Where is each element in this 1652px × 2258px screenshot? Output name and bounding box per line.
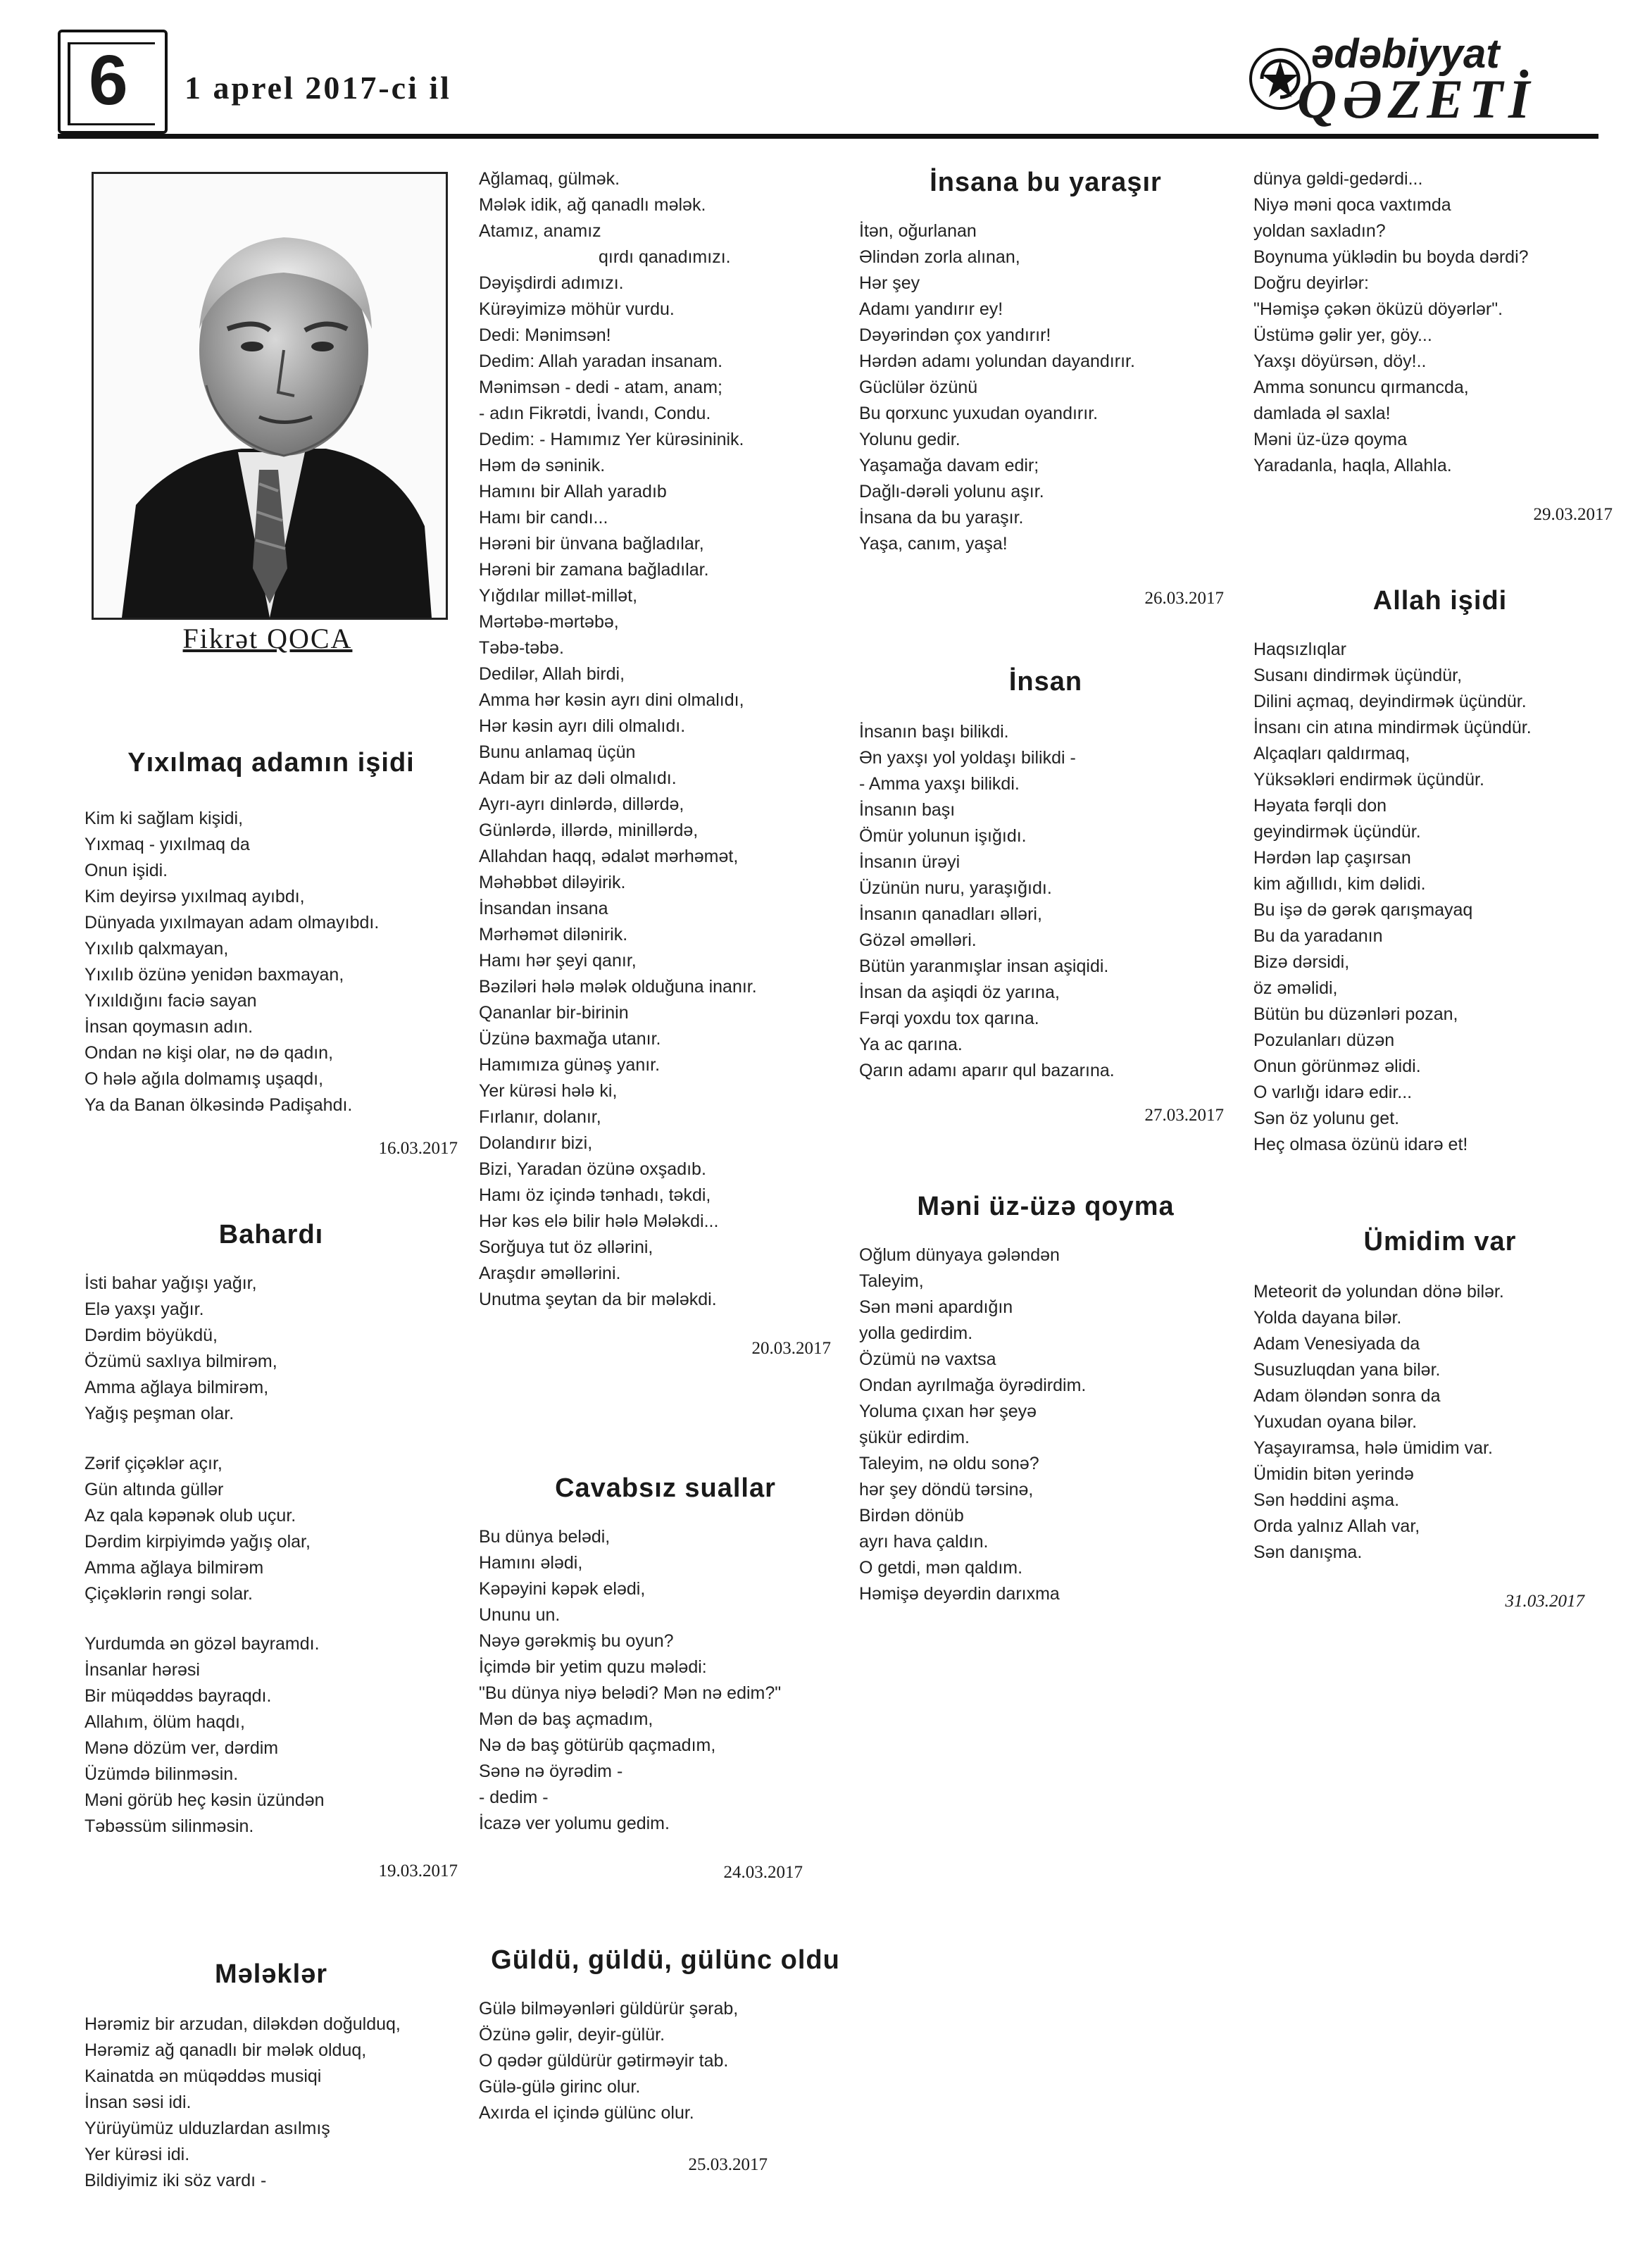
poem-line: Adam Venesiyada da xyxy=(1253,1334,1420,1354)
poem-line: Hər şey xyxy=(859,273,920,293)
poem-line: İcazə ver yolumu gedim. xyxy=(479,1814,670,1833)
poem-line: Susanı dindirmək üçündür, xyxy=(1253,666,1463,685)
poem-line: O qədər güldürür gətirməyir tab. xyxy=(479,2051,729,2071)
poem-line: Dedi: Mənimsən! xyxy=(479,325,611,345)
poem-stanza xyxy=(85,1451,458,1607)
poem-line: Mənimsən - dedi - atam, anam; xyxy=(479,378,722,397)
poem-line: Sən həddini aşma. xyxy=(1253,1490,1400,1510)
poem-line: Onun görünməz əlidi. xyxy=(1253,1056,1421,1076)
poem-line: Pozulanları düzən xyxy=(1253,1030,1395,1050)
poem-lines xyxy=(479,1996,852,2126)
poem-line: İçimdə bir yetim quzu mələdi: xyxy=(479,1657,707,1677)
poem-line: Yer kürəsi hələ ki, xyxy=(479,1081,618,1101)
poem-line: Hər kəsin ayrı dili olmalıdı. xyxy=(479,716,686,736)
poem-line: Dedilər, Allah birdi, xyxy=(479,664,625,684)
poem-insan xyxy=(859,666,1232,1126)
poem-line: Fərqi yoxdu tox qarına. xyxy=(859,1009,1039,1028)
poem-line: Taleyim, nə oldu sonə? xyxy=(859,1454,1039,1473)
poem-line: Araşdır əməllərini. xyxy=(479,1264,621,1283)
poem-line: Yer kürəsi idi. xyxy=(85,2145,190,2164)
poem-line: Doğru deyirlər: xyxy=(1253,273,1369,293)
poem-line: Hərdən adamı yolundan dayandırır. xyxy=(859,351,1135,371)
poem-line: Ya ac qarına. xyxy=(859,1035,963,1054)
issue-date: 1 aprel 2017-ci il xyxy=(184,70,451,106)
poem-line: Boynuma yüklədin bu boyda dərdi? xyxy=(1253,247,1529,267)
poem-line: hər şey döndü tərsinə, xyxy=(859,1480,1034,1499)
poem-line: - dedim - xyxy=(479,1788,549,1807)
poem-title: Məni üz-üzə qoyma xyxy=(917,1192,1175,1221)
poem-bahardi xyxy=(85,1218,458,1882)
poem-title: Güldü, güldü, gülünc oldu xyxy=(491,1945,840,1975)
poem-line: Yolda dayana bilər. xyxy=(1253,1308,1402,1328)
poem-line: Kəpəyini kəpək elədi, xyxy=(479,1579,646,1599)
poem-line: Dərdim kirpiyimdə yağış olar, xyxy=(85,1532,311,1552)
poem-line: Adamı yandırır ey! xyxy=(859,299,1003,319)
poem-title: İnsan xyxy=(1008,667,1083,697)
poem-line: İsti bahar yağışı yağır, xyxy=(85,1273,257,1293)
poem-line: Hərəmiz ağ qanadlı bir mələk olduq, xyxy=(85,2040,367,2060)
poem-line: Bizə dərsidi, xyxy=(1253,952,1350,972)
poem-line: Ununu un. xyxy=(479,1605,561,1625)
poem-meni-uz-continued xyxy=(1253,166,1627,525)
poem-line: Dağlı-dərəli yolunu aşır. xyxy=(859,482,1044,501)
poem-line: "Bu dünya niyə belədi? Mən nə edim?" xyxy=(479,1683,782,1703)
poem-line: Susuzluqdan yana bilər. xyxy=(1253,1360,1441,1380)
poem-line: Yağış peşman olar. xyxy=(85,1404,234,1423)
poem-line: Yığdılar millət-millət, xyxy=(479,586,638,606)
poem-line: Sən məni apardığın xyxy=(859,1297,1013,1317)
poem-line: Kim ki sağlam kişidi, xyxy=(85,809,244,828)
poem-date: 31.03.2017 xyxy=(1505,1592,1584,1611)
poem-line: Üzümdə bilinməsin. xyxy=(85,1764,239,1784)
poem-stanza xyxy=(85,1631,458,1840)
poem-line: Kürəyimizə möhür vurdu. xyxy=(479,299,675,319)
poem-line: Yaşamağa davam edir; xyxy=(859,456,1039,475)
poem-line: İnsanın başı xyxy=(859,800,956,820)
poem-umidim xyxy=(1253,1225,1627,1612)
poem-line: Adam bir az dəli olmalıdı. xyxy=(479,768,677,788)
author-name: Fikrət QOCA xyxy=(182,623,353,654)
poem-line: Qarın adamı aparır qul bazarına. xyxy=(859,1061,1115,1080)
poem-title: Bahardı xyxy=(218,1220,324,1249)
poem-line: Mərtəbə-mərtəbə, xyxy=(479,612,619,632)
poem-line: Nəyə gərəkmiş bu oyun? xyxy=(479,1631,674,1651)
poem-line: Həmişə deyərdin darıxma xyxy=(859,1584,1060,1604)
poem-title: Ümidim var xyxy=(1363,1227,1517,1256)
poem-line: Meteorit də yolundan dönə bilər. xyxy=(1253,1282,1504,1302)
poem-date: 19.03.2017 xyxy=(378,1861,458,1880)
poem-line: Dərdim böyükdü, xyxy=(85,1326,218,1345)
poem-line: Oğlum dünyaya gələndən xyxy=(859,1245,1060,1265)
poem-line: Yüksəkləri endirmək üçündür. xyxy=(1253,770,1484,790)
poem-melekler-continued xyxy=(479,166,852,1359)
poem-line: Ya da Banan ölkəsində Padişahdı. xyxy=(85,1095,353,1115)
poem-line: Bu da yaradanın xyxy=(1253,926,1383,946)
poem-allah-isidi xyxy=(1253,585,1627,1158)
poem-line: Dünyada yıxılmayan adam olmayıbdı. xyxy=(85,913,380,932)
poem-line: Birdən dönüb xyxy=(859,1506,964,1526)
poem-line: Hamı öz içində tənhadı, təkdi, xyxy=(479,1185,711,1205)
poem-line: İnsana da bu yaraşır. xyxy=(859,508,1024,528)
poem-line: Bütün bu düzənləri pozan, xyxy=(1253,1004,1458,1024)
masthead-top: ədəbiyyat xyxy=(1311,31,1500,77)
poem-line: Dedim: - Hamımız Yer kürəsininik. xyxy=(479,430,744,449)
poem-line: Kainatda ən müqəddəs musiqi xyxy=(85,2066,322,2086)
poem-line: qırdı qanadımızı. xyxy=(599,247,731,267)
poem-title: Allah işidi xyxy=(1372,586,1508,616)
poem-line: Hamı bir candı... xyxy=(479,508,608,528)
poem-lines xyxy=(479,1524,852,1837)
poem-line: Kim deyirsə yıxılmaq ayıbdı, xyxy=(85,887,305,906)
poem-line: İnsandan insana xyxy=(479,899,608,918)
poem-line: Hərəmiz bir arzudan, diləkdən doğulduq, xyxy=(85,2014,401,2034)
poem-date: 25.03.2017 xyxy=(688,2155,768,2174)
poem-line: Alçaqları qaldırmaq, xyxy=(1253,744,1410,763)
poem-line: Yoluma çıxan hər şeyə xyxy=(859,1402,1037,1421)
poem-line: Hamımıza günəş yanır. xyxy=(479,1055,661,1075)
poem-line: Günlərdə, illərdə, minillərdə, xyxy=(479,821,699,840)
poem-line: Güclülər özünü xyxy=(859,378,978,397)
poem-line: İtən, oğurlanan xyxy=(859,221,977,241)
poem-line: geyindirmək üçündür. xyxy=(1253,822,1421,842)
poem-line: İnsanın başı bilikdi. xyxy=(859,722,1009,742)
poem-line: Orda yalnız Allah var, xyxy=(1253,1516,1420,1536)
poem-lines xyxy=(1253,1279,1627,1566)
poem-line: - adın Fikrətdi, İvandı, Condu. xyxy=(479,404,711,423)
poem-line: Yıxmaq - yıxılmaq da xyxy=(85,835,250,854)
poem-melekler xyxy=(85,1958,458,2194)
poem-line: Axırda el içində gülünc olur. xyxy=(479,2103,694,2123)
poem-line: Dəyərindən çox yandırır! xyxy=(859,325,1051,345)
author-photo xyxy=(92,172,448,620)
poem-lines xyxy=(479,166,852,1313)
poem-line: Bəziləri hələ mələk olduğuna inanır. xyxy=(479,977,757,997)
poem-line: Bu qorxunc yuxudan oyandırır. xyxy=(859,404,1099,423)
poem-line: Məhəbbət diləyirik. xyxy=(479,873,626,892)
poem-line: Sən öz yolunu get. xyxy=(1253,1109,1400,1128)
poem-lines xyxy=(859,1242,1232,1607)
poem-line: Yaşa, canım, yaşa! xyxy=(859,534,1008,554)
poem-line: Yıxılıb qalxmayan, xyxy=(85,939,229,959)
poem-line: Həyata fərqli don xyxy=(1253,796,1387,816)
poem-line: "Həmişə çəkən öküzü döyərlər". xyxy=(1253,299,1503,319)
poem-line: Fırlanır, dolanır, xyxy=(479,1107,601,1127)
poem-line: Qananlar bir-birinin xyxy=(479,1003,629,1023)
poem-line: Yuxudan oyana bilər. xyxy=(1253,1412,1418,1432)
poem-line: Heç olmasa özünü idarə et! xyxy=(1253,1135,1468,1154)
poem-line: Ondan ayrılmağa öyrədirdim. xyxy=(859,1376,1087,1395)
poem-line: İnsanlar hərəsi xyxy=(85,1660,200,1680)
poem-line: Allahım, ölüm haqdı, xyxy=(85,1712,245,1732)
poem-line: Bütün yaranmışlar insan aşiqidi. xyxy=(859,956,1109,976)
poem-lines xyxy=(85,806,458,1118)
poem-date: 26.03.2017 xyxy=(1144,589,1224,608)
poem-line: dünya gəldi-gedərdi... xyxy=(1253,169,1423,189)
poem-line: Özünə gəlir, deyir-gülür. xyxy=(479,2025,665,2045)
poem-line: Bildiyimiz iki söz vardı - xyxy=(85,2171,267,2190)
poem-line: Amma sonuncu qırmancda, xyxy=(1253,378,1469,397)
poem-lines xyxy=(85,2011,458,2194)
poem-title: İnsana bu yaraşır xyxy=(930,168,1162,197)
masthead-logo xyxy=(1249,27,1545,130)
poem-line: Gülə-gülə girinc olur. xyxy=(479,2077,641,2097)
poem-title: Mələklər xyxy=(214,1959,328,1989)
page-header xyxy=(0,0,1652,141)
poem-line: Hərəni bir zamana bağladılar. xyxy=(479,560,709,580)
poem-line: Nə də baş götürüb qaçmadım, xyxy=(479,1735,716,1755)
poem-line: Unutma şeytan da bir mələkdi. xyxy=(479,1290,717,1309)
poem-line: İnsan səsi idi. xyxy=(85,2092,192,2112)
poem-line: İnsanın qanadları əlləri, xyxy=(859,904,1042,924)
poem-line: Hər kəs elə bilir hələ Mələkdi... xyxy=(479,1211,719,1231)
poem-line: Adam öləndən sonra da xyxy=(1253,1386,1441,1406)
poem-line: Amma ağlaya bilmirəm, xyxy=(85,1378,269,1397)
poem-title: Cavabsız suallar xyxy=(555,1473,776,1503)
poem-line: - Amma yaxşı bilikdi. xyxy=(859,774,1020,794)
poem-line: Dolandırır bizi, xyxy=(479,1133,593,1153)
poem-line: Az qala kəpənək olub uçur. xyxy=(85,1506,296,1526)
poem-line: Dedim: Allah yaradan insanam. xyxy=(479,351,723,371)
poem-line: Yolunu gedir. xyxy=(859,430,960,449)
poem-line: Gülə bilməyənləri güldürür şərab, xyxy=(479,1999,739,2019)
poem-line: Hərəni bir ünvana bağladılar, xyxy=(479,534,704,554)
poem-line: O varlığı idarə edir... xyxy=(1253,1083,1413,1102)
poem-line: Yürüyümüz ulduzlardan asılmış xyxy=(85,2119,330,2138)
poem-line: Hamı hər şeyi qanır, xyxy=(479,951,637,971)
poem-line: O hələ ağıla dolmamış uşaqdı, xyxy=(85,1069,324,1089)
poem-line: Üstümə gəlir yer, göy... xyxy=(1253,325,1432,345)
poem-line: Amma hər kəsin ayrı dini olmalıdı, xyxy=(479,690,744,710)
poem-line: Allahdan haqq, ədalət mərhəmət, xyxy=(479,847,739,866)
poem-line: damlada əl saxla! xyxy=(1253,404,1391,423)
poem-line: Amma ağlaya bilmirəm xyxy=(85,1558,264,1578)
poem-line: Yaxşı döyürsən, döy!.. xyxy=(1253,351,1427,371)
poem-line: Çiçəklərin rəngi solar. xyxy=(85,1584,253,1604)
poem-line: Mənə dözüm ver, dərdim xyxy=(85,1738,279,1758)
poem-line: Ayrı-ayrı dinlərdə, dillərdə, xyxy=(479,794,684,814)
poem-line: Həm də səninik. xyxy=(479,456,606,475)
poem-line: Mərhəmət dilənirik. xyxy=(479,925,628,944)
poem-guldu xyxy=(479,1944,852,2176)
poem-line: Ondan nə kişi olar, nə də qadın, xyxy=(85,1043,334,1063)
poem-line: ayrı hava çaldın. xyxy=(859,1532,989,1552)
poem-line: Zərif çiçəklər açır, xyxy=(85,1454,223,1473)
poem-line: Gün altında güllər xyxy=(85,1480,224,1499)
poem-lines xyxy=(1253,637,1627,1158)
poem-line: yoldan saxladın? xyxy=(1253,221,1386,241)
poem-line: İnsanı cin atına mindirmək üçündür. xyxy=(1253,718,1532,737)
poem-line: şükür edirdim. xyxy=(859,1428,970,1447)
poem-line: Hamını ələdi, xyxy=(479,1553,583,1573)
poem-line: Bir müqəddəs bayraqdı. xyxy=(85,1686,272,1706)
poem-line: Mən də baş açmadım, xyxy=(479,1709,653,1729)
poem-date: 27.03.2017 xyxy=(1144,1106,1224,1125)
poem-line: Niyə məni qoca vaxtımda xyxy=(1253,195,1451,215)
poem-line: Ən yaxşı yol yoldaşı bilikdi - xyxy=(859,748,1076,768)
poem-line: İnsan qoymasın adın. xyxy=(85,1017,254,1037)
poem-cavabsiz xyxy=(479,1472,852,1883)
poem-date: 16.03.2017 xyxy=(378,1139,458,1158)
poem-lines xyxy=(859,719,1232,1084)
poem-line: Ümidin bitən yerində xyxy=(1253,1464,1414,1484)
poem-line: Hamını bir Allah yaradıb xyxy=(479,482,667,501)
poem-line: Sorğuya tut öz əllərini, xyxy=(479,1237,653,1257)
poem-lines xyxy=(859,218,1232,557)
header-rule xyxy=(58,134,1598,139)
poem-line: Onun işidi. xyxy=(85,861,168,880)
poem-line: Yıxılıb özünə yenidən baxmayan, xyxy=(85,965,344,985)
poem-line: Bunu anlamaq üçün xyxy=(479,742,636,762)
poem-line: Üzünə baxmağa utanır. xyxy=(479,1029,661,1049)
poem-line: Üzünün nuru, yaraşığıdı. xyxy=(859,878,1052,898)
poem-line: Mələk idik, ağ qanadlı mələk. xyxy=(479,195,706,215)
poem-insana xyxy=(859,166,1232,609)
poem-line: öz əməlidi, xyxy=(1253,978,1338,998)
poem-date: 20.03.2017 xyxy=(751,1339,831,1358)
poem-stanza xyxy=(85,1271,458,1427)
page-number: 6 xyxy=(89,41,128,120)
poem-line: Gözəl əməlləri. xyxy=(859,930,977,950)
poem-line: Yurdumda ən gözəl bayramdı. xyxy=(85,1634,320,1654)
poem-line: Bizi, Yaradan özünə oxşadıb. xyxy=(479,1159,706,1179)
poem-line: Dəyişdirdi adımızı. xyxy=(479,273,624,293)
poem-line: Bu işə də gərək qarışmayaq xyxy=(1253,900,1473,920)
poem-line: Ömür yolunun işığıdı. xyxy=(859,826,1027,846)
poem-line: Təbəssüm silinməsin. xyxy=(85,1816,254,1836)
poem-meni-uz xyxy=(859,1190,1232,1607)
poem-line: Sən danışma. xyxy=(1253,1542,1363,1562)
poem-line: Özümü saxlıya bilmirəm, xyxy=(85,1352,277,1371)
poem-date: 24.03.2017 xyxy=(723,1863,803,1882)
poem-line: Yaradanla, haqla, Allahla. xyxy=(1253,456,1452,475)
masthead-bottom: QƏZETİ xyxy=(1297,68,1536,130)
poem-line: kim ağıllıdı, kim dəlidi. xyxy=(1253,874,1426,894)
poem-line: Ağlamaq, gülmək. xyxy=(479,169,620,189)
poem-line: Sənə nə öyrədim - xyxy=(479,1761,623,1781)
page-number-badge xyxy=(58,30,168,134)
poem-line: Elə yaxşı yağır. xyxy=(85,1299,204,1319)
poem-line: Haqsızlıqlar xyxy=(1253,640,1346,659)
poem-lines xyxy=(1253,166,1627,479)
poem-line: yolla gedirdim. xyxy=(859,1323,973,1343)
poem-line: Atamız, anamız xyxy=(479,221,601,241)
poem-line: Məni görüb heç kəsin üzündən xyxy=(85,1790,325,1810)
poem-yixilmaq xyxy=(85,747,458,1159)
poem-line: Yaşayıramsa, hələ ümidim var. xyxy=(1253,1438,1493,1458)
poem-line: O getdi, mən qaldım. xyxy=(859,1558,1023,1578)
poem-title: Yıxılmaq adamın işidi xyxy=(127,748,415,778)
poem-line: Taleyim, xyxy=(859,1271,924,1291)
poem-line: Yıxıldığını faciə sayan xyxy=(85,991,257,1011)
poem-date: 29.03.2017 xyxy=(1533,505,1613,524)
poem-line: Məni üz-üzə qoyma xyxy=(1253,430,1408,449)
poem-line: Bu dünya belədi, xyxy=(479,1527,611,1547)
poem-line: Dilini açmaq, deyindirmək üçündür. xyxy=(1253,692,1527,711)
poem-line: Təbə-təbə. xyxy=(479,638,564,658)
poem-line: Hərdən lap çaşırsan xyxy=(1253,848,1411,868)
poem-line: Əlindən zorla alınan, xyxy=(859,247,1020,267)
poem-line: İnsan da aşiqdi öz yarına, xyxy=(859,983,1060,1002)
poem-line: İnsanın ürəyi xyxy=(859,852,960,872)
poem-line: Özümü nə vaxtsa xyxy=(859,1349,996,1369)
